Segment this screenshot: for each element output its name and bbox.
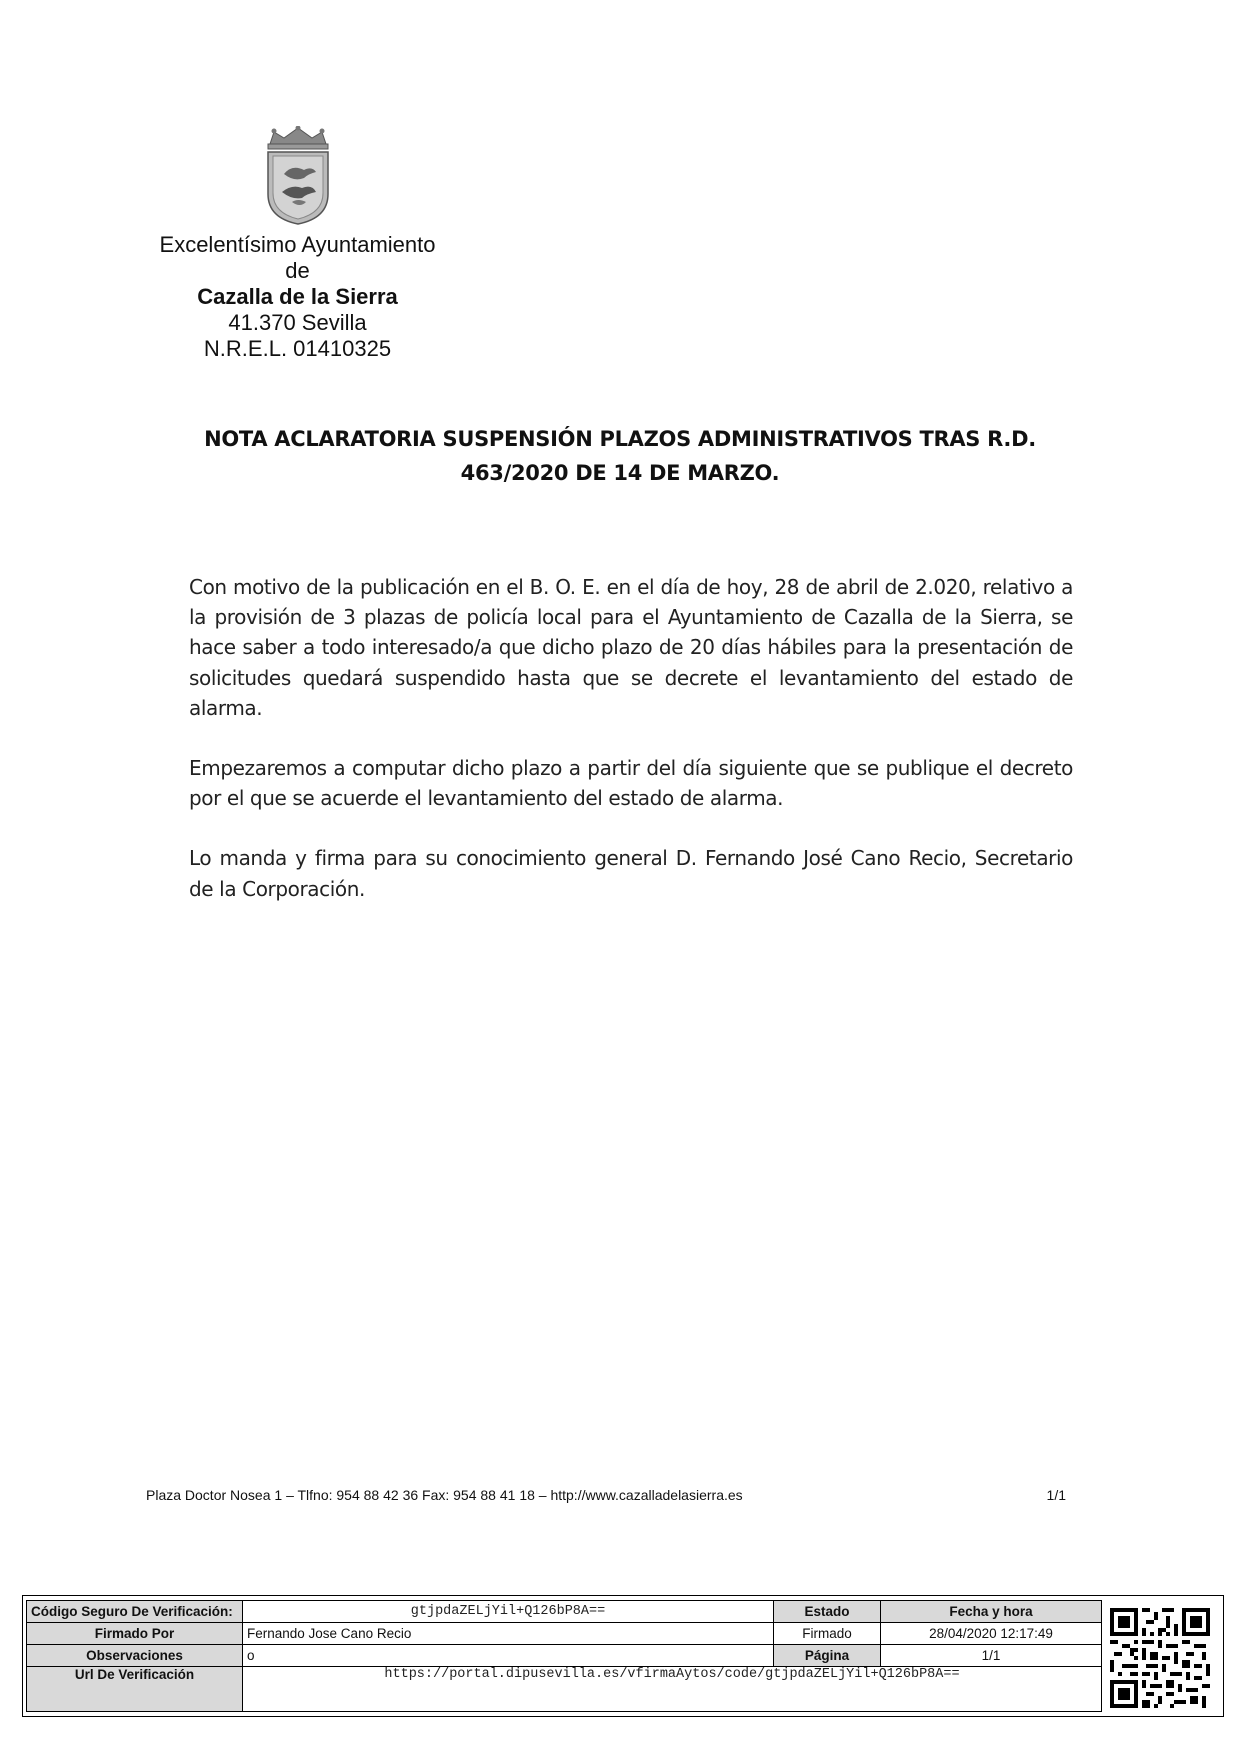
footer-page-number: 1/1 [1046,1487,1066,1503]
signature-row-firmado [27,1623,1102,1645]
estado-label: Estado [774,1601,881,1623]
document-title [160,422,1080,490]
firmado-por-label: Firmado Por [27,1623,243,1645]
letterhead-line-2: de [285,258,310,283]
letterhead-line-1: Excelentísimo Ayuntamiento [159,232,436,257]
municipal-crest-logo [262,126,334,226]
fecha-value: 28/04/2020 12:17:49 [881,1623,1102,1645]
pagina-value: 1/1 [881,1645,1102,1667]
letterhead-postal: 41.370 Sevilla [228,310,367,335]
document-body [189,572,1073,934]
letterhead-nrel: N.R.E.L. 01410325 [203,336,392,361]
footer-address: Plaza Doctor Nosea 1 – Tlfno: 954 88 42 36 Fax: 954 88 41 18 – http://www.cazalladelasierra.es [146,1487,743,1503]
firmado-por-value: Fernando Jose Cano Recio [243,1623,774,1645]
signature-row-observaciones [27,1645,1102,1667]
page-footer [146,1487,1066,1503]
fecha-label: Fecha y hora [881,1601,1102,1623]
body-paragraph-1: Con motivo de la publicación en el B. O. E. en el día de hoy, 28 de abril de 2.020, relativo a la provisión de 3 plazas de policía local para el Ayuntamiento de Cazalla de la Sierra, se hace saber a todo interesado/a que dicho plazo de 20 días hábiles para la presentación de solicitudes quedará suspendido hasta que se decrete el levantamiento del estado de alarma. [189,575,1073,720]
signature-row-csv [27,1601,1102,1623]
verification-qr-code [1110,1608,1210,1708]
url-value[interactable]: https://portal.dipusevilla.es/vfirmaAytos/code/gtjpdaZELjYil+Q126bP8A== [243,1667,1102,1712]
signature-verification-box [22,1595,1224,1717]
body-paragraph-2: Empezaremos a computar dicho plazo a partir del día siguiente que se publique el decreto por el que se acuerde el levantamiento del estado de alarma. [189,756,1073,811]
observaciones-value: o [243,1645,774,1667]
csv-value: gtjpdaZELjYil+Q126bP8A== [243,1601,774,1623]
estado-value: Firmado [774,1623,881,1645]
body-paragraph-3: Lo manda y firma para su conocimiento general D. Fernando José Cano Recio, Secretario de la Corporación. [189,846,1073,901]
document-title-line-2: 463/2020 DE 14 DE MARZO. [460,461,780,485]
observaciones-label: Observaciones [27,1645,243,1667]
pagina-label: Página [774,1645,881,1667]
csv-label: Código Seguro De Verificación: [27,1601,243,1623]
url-label: Url De Verificación [27,1667,243,1712]
signature-row-url [27,1667,1102,1712]
document-title-line-1: NOTA ACLARATORIA SUSPENSIÓN PLAZOS ADMINISTRATIVOS TRAS R.D. [204,427,1036,451]
letterhead [150,232,445,362]
letterhead-town-name: Cazalla de la Sierra [197,284,398,309]
signature-table [26,1600,1102,1712]
